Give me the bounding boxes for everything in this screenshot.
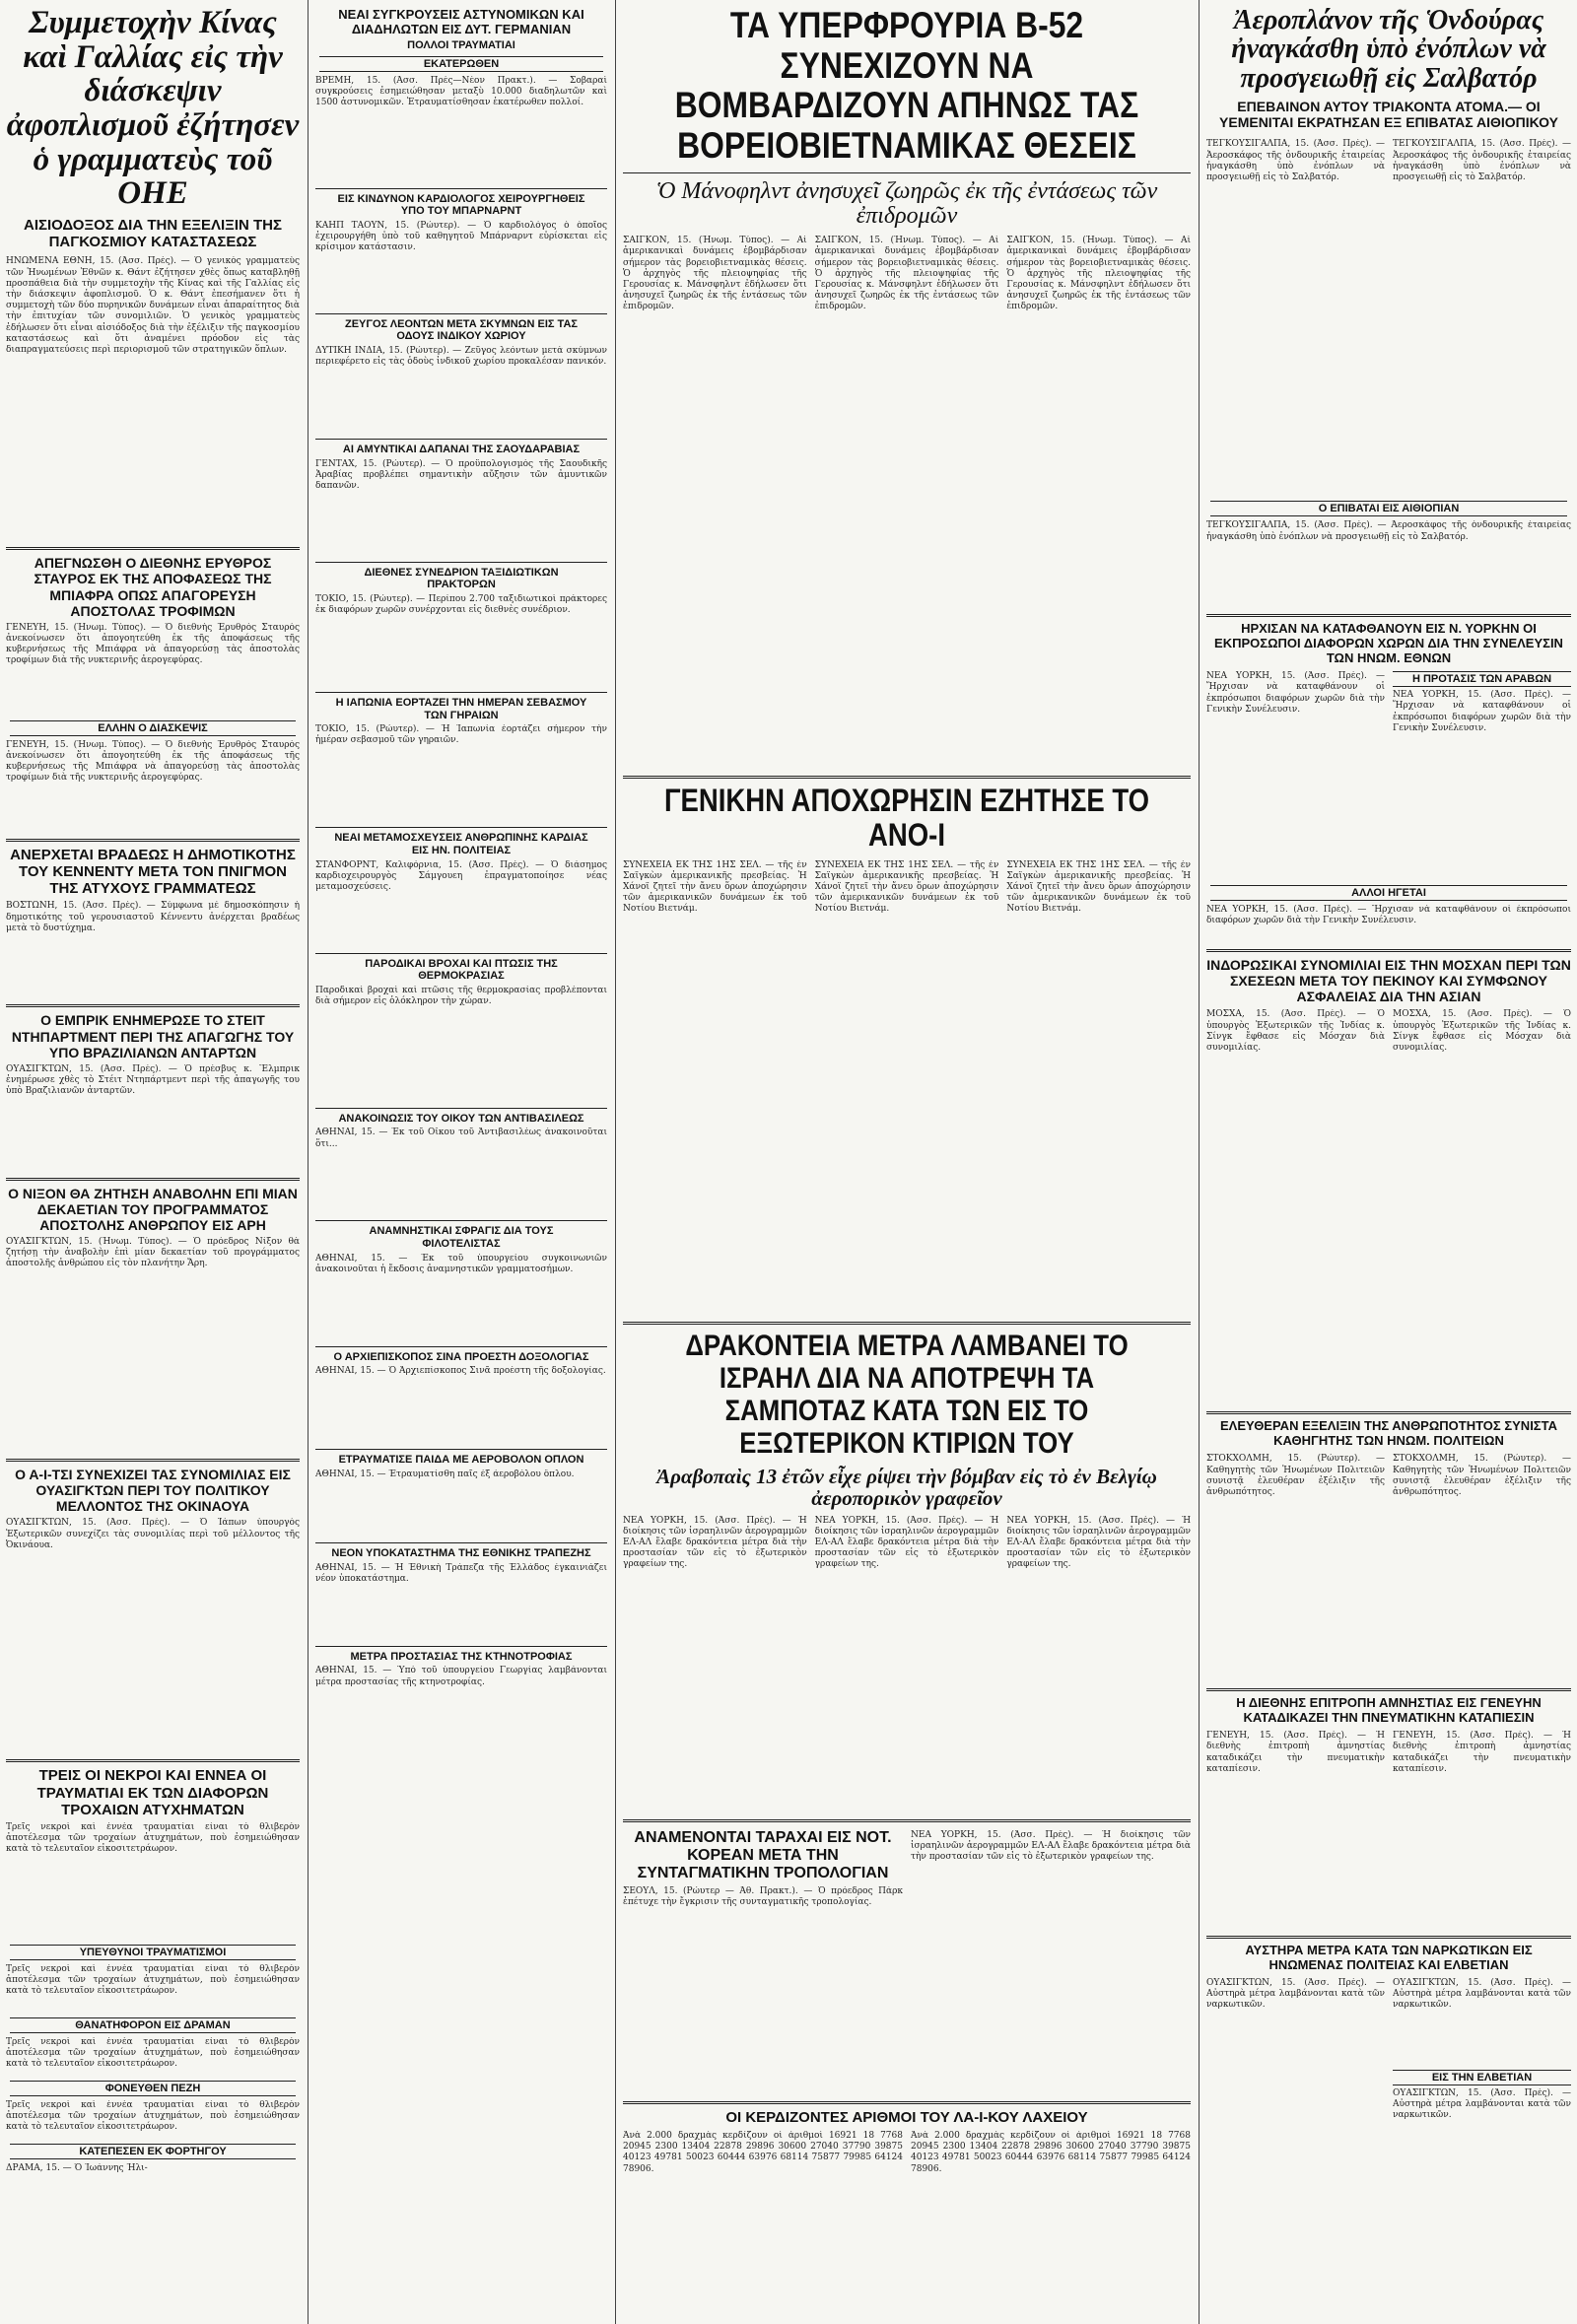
article-body: ΑΘΗΝΑΙ, 15. — Ἐτραυματίσθη παῖς ἐξ ἀεροβόλου ὅπλου. <box>315 1470 575 1480</box>
headline-heart-transplants: ΝΕΑΙ ΜΕΤΑΜΟΣΧΕΥΣΕΙΣ ΑΝΘΡΩΠΙΝΗΣ ΚΑΡΔΙΑΣ ΕΙΣ ΗΝ. ΠΟΛΙΤΕΙΑΣ <box>334 832 588 856</box>
headline-japan-elders: Η ΙΑΠΩΝΙΑ ΕΟΡΤΑΖΕΙ ΤΗΝ ΗΜΕΡΑΝ ΣΕΒΑΣΜΟΥ ΤΩΝ ΓΗΡΑΙΩΝ <box>335 697 587 721</box>
article-body: ΤΟΚΙΟ, 15. (Ρώυτερ). — Περίπου 2.700 ταξιδιωτικοὶ πράκτορες ἐκ διαφόρων χωρῶν συνέρχονται εἰς διεθνὲς συνέδριον. <box>315 594 607 616</box>
article-body: ΝΕΑ ΥΟΡΚΗ, 15. (Ἀσσ. Πρές). — Ἡ διοίκησις τῶν ἰσραηλινῶν ἀερογραμμῶν ΕΛ-ΑΛ ἔλαβε δρακόντεια μέτρα διὰ τὴν προστασίαν τῶν εἰς τὸ ἐξωτερικὸν γραφείων της. <box>623 1515 807 1570</box>
article-body: ΝΕΑ ΥΟΡΚΗ, 15. (Ἀσσ. Πρές). — Ἤρχισαν νὰ καταφθάνουν οἱ ἐκπρόσωποι διαφόρων χωρῶν διὰ τὴν Γενικὴν Συνέλευσιν. <box>1206 905 1571 926</box>
article-body: ΝΕΑ ΥΟΡΚΗ, 15. (Ἀσσ. Πρές). — Ἡ διοίκησις τῶν ἰσραηλινῶν ἀερογραμμῶν ΕΛ-ΑΛ ἔλαβε δρακόντεια μέτρα διὰ τὴν προστασίαν τῶν εἰς τὸ ἐξωτερικὸν γραφείων της. <box>911 1829 1191 1862</box>
headline-hanoi: ΓΕΝΙΚΗΝ ΑΠΟΧΩΡΗΣΙΝ ΕΖΗΤΗΣΕ ΤΟ ΑΝΟ-Ι <box>663 783 1150 854</box>
headline-korea: ΑΝΑΜΕΝΟΝΤΑΙ ΤΑΡΑΧΑΙ ΕΙΣ ΝΟΤ. ΚΟΡΕΑΝ ΜΕΤΑ ΤΗΝ ΣΥΝΤΑΓΜΑΤΙΚΗΝ ΤΡΟΠΟΛΟΓΙΑΝ <box>634 1828 892 1882</box>
article-body: Τρεῖς νεκροὶ καὶ ἐννέα τραυματίαι εἶναι τὸ θλιβερὸν ἀποτέλεσμα τῶν τροχαίων ἀτυχημάτων, ποὺ ἐσημειώθησαν κατὰ τὸ τελευταῖον εἰκοσιτετράωρον. <box>6 2100 300 2133</box>
section-label: ΕΛΛΗΝ Ο ΔΙΑΣΚΕΨΙΣ <box>10 720 296 736</box>
article-tail: ΔΡΑΜΑ, 15. — Ὁ Ἰωάννης Ἠλι- <box>6 2163 148 2174</box>
headline-livestock: ΜΕΤΡΑ ΠΡΟΣΤΑΣΙΑΣ ΤΗΣ ΚΤΗΝΟΤΡΟΦΙΑΣ <box>350 1650 573 1663</box>
article-body: ΓΕΝΕΥΗ, 15. (Ἠνωμ. Τύπος). — Ὁ διεθνὴς Ἐρυθρὸς Σταυρὸς ἀνεκοίνωσεν ὅτι ἀπογοητεύθη ἐκ τῆς ἀποφάσεως τῆς κυβερνήσεως τῆς Μπιάφρα νὰ ἀπαγορεύσῃ τὰς ἀποστολὰς τροφίμων διὰ τῆς νυκτερινῆς ἀερογεφύρας. <box>6 739 300 784</box>
article-body: ΣΤΟΚΧΟΛΜΗ, 15. (Ρώυτερ). — Καθηγητὴς τῶν Ἡνωμένων Πολιτειῶν συνιστᾷ ἐλευθέραν ἐξέλιξιν τῆς ἀνθρωπότητος. <box>1393 1454 1571 1497</box>
headline-kennedy: ΑΝΕΡΧΕΤΑΙ ΒΡΑΔΕΩΣ Η ΔΗΜΟΤΙΚΟΤΗΣ ΤΟΥ ΚΕΝΝΕΝΤΥ ΜΕΤΑ ΤΟΝ ΠΝΙΓΜΟΝ ΤΗΣ ΑΤΥΧΟΥΣ ΓΡΑΜΜΑΤΕΩΣ <box>10 846 296 898</box>
headline-b52: ΤΑ ΥΠΕΡΦΡΟΥΡΙΑ Β-52 ΣΥΝΕΧΙΖΟΥΝ ΝΑ ΒΟΜΒΑΡΔΙΖΟΥΝ ΑΠΗΝΩΣ ΤΑΣ ΒΟΡΕΙΟΒΙΕΤΝΑΜΙΚΑΣ ΘΕΣΕΙΣ <box>674 5 1139 167</box>
article-body: ΣΤΑΝΦΟΡΝΤ, Καλιφόρνια, 15. (Ἀσσ. Πρές). — Ὁ διάσημος καρδιοχειρουργὸς Σάμγουεη ἐπραγματοποίησε νέας μεταμοσχεύσεις. <box>315 859 607 892</box>
section-label: Η ΠΡΟΤΑΣΙΣ ΤΩΝ ΑΡΑΒΩΝ <box>1393 671 1571 687</box>
article-body: ΓΕΝΤΑΧ, 15. (Ρώυτερ). — Ὁ προϋπολογισμὸς τῆς Σαουδικῆς Ἀραβίας προβλέπει σημαντικὴν αὔξησιν τῶν ἀμυντικῶν δαπανῶν. <box>315 458 607 492</box>
article-body: ΤΕΓΚΟΥΣΙΓΑΛΠΑ, 15. (Ἀσσ. Πρές). — Ἀεροσκάφος τῆς ὀνδουρικῆς ἑταιρείας ἠναγκάσθη ὑπὸ ἐνόπλων νὰ προσγειωθῇ εἰς τὸ Σαλβατόρ. <box>1206 139 1385 182</box>
article-body: ΒΟΣΤΩΝΗ, 15. (Ἀσσ. Πρές). — Σύμφωνα μὲ δημοσκόπησιν ἡ δημοτικότης τοῦ γερουσιαστοῦ Κέννεντυ ἀνέρχεται βραδέως μετὰ τὸ δυστύχημα. <box>6 901 300 933</box>
article-body: ΓΕΝΕΥΗ, 15. (Ἀσσ. Πρές). — Ἡ διεθνὴς ἐπιτροπὴ ἀμνηστίας καταδικάζει τὴν πνευματικὴν καταπίεσιν. <box>1393 1731 1571 1774</box>
article-body: ΟΥΑΣΙΓΚΤΩΝ, 15. (Ἀσσ. Πρές). — Ὁ πρέσβυς κ. Ἔλμπρικ ἐνημέρωσε χθὲς τὸ Στέιτ Ντηπάρτμεντ περὶ τῆς ἀπαγωγῆς του ὑπὸ Βραζιλιανῶν ἀνταρτῶν. <box>6 1063 300 1097</box>
lottery-numbers: Ἀνὰ 2.000 δραχμὰς κερδίζουν οἱ ἀριθμοὶ 16921 18 7768 20945 2300 13404 22878 29896 30600 27040 37790 39875 40123 49781 50023 60444 63976 68114 75877 79985 64124 78906. <box>623 2131 903 2174</box>
headline-lottery: ΟΙ ΚΕΡΔΙΖΟΝΤΕΣ ΑΡΙΘΜΟΙ ΤΟΥ ΛΑ-Ι-ΚΟΥ ΛΑΧΕΙΟΥ <box>725 2108 1088 2126</box>
article-body: ΟΥΑΣΙΓΚΤΩΝ, 15. (Ἠνωμ. Τύπος). — Ὁ πρόεδρος Νίξον θὰ ζητήσῃ τὴν ἀναβολὴν ἐπὶ μίαν δεκαετίαν τοῦ προγράμματος ἀποστολῆς ἀνθρώπου εἰς τὸν πλανήτην Ἄρη. <box>6 1237 300 1269</box>
article-body: ΝΕΑ ΥΟΡΚΗ, 15. (Ἀσσ. Πρές). — Ἡ διοίκησις τῶν ἰσραηλινῶν ἀερογραμμῶν ΕΛ-ΑΛ ἔλαβε δρακόντεια μέτρα διὰ τὴν προστασίαν τῶν εἰς τὸ ἐξωτερικὸν γραφείων της. <box>814 1515 999 1570</box>
subhead-thirty-passengers: ΕΠΕΒΑΙΝΟΝ ΑΥΤΟΥ ΤΡΙΑΚΟΝΤΑ ΑΤΟΜΑ.— ΟΙ ΥΕΜΕΝΙΤΑΙ ΕΚΡΑΤΗΣΑΝ ΕΞ ΕΠΙΒΑΤΑΣ ΑΙΘΙΟΠΙΚΟΥ <box>1219 99 1558 131</box>
subhead-optimism: ΑΙΣΙΟΔΟΞΟΣ ΔΙΑ ΤΗΝ ΕΞΕΛΙΞΙΝ ΤΗΣ ΠΑΓΚΟΣΜΙΟΥ ΚΑΤΑΣΤΑΣΕΩΣ <box>23 216 282 251</box>
section-label: ΕΙΣ ΤΗΝ ΕΛΒΕΤΙΑΝ <box>1393 2070 1571 2085</box>
article-body: ΣΥΝΕΧΕΙΑ ΕΚ ΤΗΣ 1ΗΣ ΣΕΛ. — τῆς ἐν Σαϊγκὼν ἀμερικανικῆς πρεσβείας. Ἡ Χάνοϊ ζητεῖ τὴν ἄνευ ὅρων ἀποχώρησιν τῶν ἀμερικανικῶν δυνάμεων ἐκ τοῦ Νοτίου Βιετνάμ. <box>623 859 807 915</box>
headline-amnesty: Η ΔΙΕΘΝΗΣ ΕΠΙΤΡΟΠΗ ΑΜΝΗΣΤΙΑΣ ΕΙΣ ΓΕΝΕΥΗΝ ΚΑΤΑΔΙΚΑΖΕΙ ΤΗΝ ΠΝΕΥΜΑΤΙΚΗΝ ΚΑΤΑΠΙΕΣΙΝ <box>1236 1695 1542 1726</box>
article-body: ΑΘΗΝΑΙ, 15. — Ἐκ τοῦ Οἴκου τοῦ Ἀντιβασιλέως ἀνακοινοῦται ὅτι... <box>315 1128 607 1149</box>
article-body: ΣΤΟΚΧΟΛΜΗ, 15. (Ρώυτερ). — Καθηγητὴς τῶν Ἡνωμένων Πολιτειῶν συνιστᾷ ἐλευθέραν ἐξέλιξιν τῆς ἀνθρωπότητος. <box>1206 1454 1385 1497</box>
headline-israel: ΔΡΑΚΟΝΤΕΙΑ ΜΕΤΡΑ ΛΑΜΒΑΝΕΙ ΤΟ ΙΣΡΑΗΛ ΔΙΑ ΝΑ ΑΠΟΤΡΕΨΗ ΤΑ ΣΑΜΠΟΤΑΖ ΚΑΤΑ ΤΩΝ ΕΙΣ ΤΟ ΕΞΩΤΕΡΙΚΟΝ ΚΤΙΡΙΩΝ ΤΟΥ <box>685 1329 1129 1460</box>
section-label: ΚΑΤΕΠΕΣΕΝ ΕΚ ΦΟΡΤΗΓΟΥ <box>10 2144 296 2159</box>
headline-germany-clashes: ΝΕΑΙ ΣΥΓΚΡΟΥΣΕΙΣ ΑΣΤΥΝΟΜΙΚΩΝ ΚΑΙ ΔΙΑΔΗΛΩΤΩΝ ΕΙΣ ΔΥΤ. ΓΕΡΜΑΝΙΑΝ <box>338 7 584 36</box>
section-label: ΑΛΛΟΙ ΗΓΕΤΑΙ <box>1210 885 1567 901</box>
headline-elbrick: Ο ΕΜΠΡΙΚ ΕΝΗΜΕΡΩΣΕ ΤΟ ΣΤΕΙΤ ΝΤΗΠΑΡΤΜΕΝΤ ΠΕΡΙ ΤΗΣ ΑΠΑΓΩΓΗΣ ΤΟΥ ΥΠΟ ΒΡΑΖΙΛΙΑΝΩΝ ΑΝΤΑΡΤΩΝ <box>11 1012 295 1060</box>
article-body: ΣΥΝΕΧΕΙΑ ΕΚ ΤΗΣ 1ΗΣ ΣΕΛ. — τῆς ἐν Σαϊγκὼν ἀμερικανικῆς πρεσβείας. Ἡ Χάνοϊ ζητεῖ τὴν ἄνευ ὅρων ἀποχώρησιν τῶν ἀμερικανικῶν δυνάμεων ἐκ τοῦ Νοτίου Βιετνάμ. <box>814 859 999 915</box>
section-label: ΦΟΝΕΥΘΕΝ ΠΕΖΗ <box>10 2081 296 2096</box>
article-body: ΝΕΑ ΥΟΡΚΗ, 15. (Ἀσσ. Πρές). — Ἤρχισαν νὰ καταφθάνουν οἱ ἐκπρόσωποι διαφόρων χωρῶν διὰ τὴν Γενικὴν Συνέλευσιν. <box>1393 690 1571 733</box>
article-body: ΣΑΙΓΚΟΝ, 15. (Ἠνωμ. Τύπος). — Αἱ ἀμερικανικαὶ δυνάμεις ἐβομβάρδισαν σήμερον τὰς βορειοβιετναμικὰς θέσεις. Ὁ ἀρχηγὸς τῆς πλειοψηφίας τῆς Γερουσίας κ. Μάνσφηλντ ἐδήλωσεν ὅτι ἀνησυχεῖ ζωηρῶς ἐκ τῆς ἐντάσεως τῶν ἐπιδρομῶν. <box>814 236 999 312</box>
headline-stamps: ΑΝΑΜΝΗΣΤΙΚΑΙ ΣΦΡΑΓΙΣ ΔΙΑ ΤΟΥΣ ΦΙΛΟΤΕΛΙΣΤΑΣ <box>369 1225 554 1251</box>
article-body: Τρεῖς νεκροὶ καὶ ἐννέα τραυματίαι εἶναι τὸ θλιβερὸν ἀποτέλεσμα τῶν τροχαίων ἀτυχημάτων, ποὺ ἐσημειώθησαν κατὰ τὸ τελευταῖον εἰκοσιτετράωρον. <box>6 1822 300 1855</box>
headline-travel-agents: ΔΙΕΘΝΕΣ ΣΥΝΕΔΡΙΟΝ ΤΑΞΙΔΙΩΤΙΚΩΝ ΠΡΑΚΤΟΡΩΝ <box>364 566 559 591</box>
article-body: ΚΑΗΠ ΤΑΟΥΝ, 15. (Ρώυτερ). — Ὁ καρδιολόγος ὁ ὁποῖος ἐχειρουργήθη ὑπὸ τοῦ καθηγητοῦ Μπάρναρντ εὑρίσκεται εἰς κρίσιμον κατάστασιν. <box>315 220 607 253</box>
headline-air-gun: ΕΤΡΑΥΜΑΤΙΣΕ ΠΑΙΔΑ ΜΕ ΑΕΡΟΒΟΛΟΝ ΟΠΛΟΝ <box>338 1454 584 1467</box>
section-label: ΕΚΑΤΕΡΩΘΕΝ <box>319 56 603 72</box>
article-body: ΤΟΚΙΟ, 15. (Ρώυτερ). — Ἡ Ἰαπωνία ἑορτάζει σήμερον τὴν ἡμέραν σεβασμοῦ τῶν γηραιῶν. <box>315 724 607 746</box>
article-body: Παροδικαὶ βροχαὶ καὶ πτῶσις τῆς θερμοκρασίας προβλέπονται διὰ σήμερον εἰς ὁλόκληρον τὴν χώραν. <box>315 985 607 1007</box>
article-body: ΓΕΝΕΥΗ, 15. (Ἠνωμ. Τύπος). — Ὁ διεθνὴς Ἐρυθρὸς Σταυρὸς ἀνεκοίνωσεν ὅτι ἀπογοητεύθη ἐκ τῆς ἀποφάσεως τῆς κυβερνήσεως τῆς Μπιάφρα νὰ ἀπαγορεύσῃ τὰς ἀποστολὰς τροφίμων διὰ τῆς νυκτερινῆς ἀερογεφύρας. <box>6 622 300 666</box>
article-body: ΝΕΑ ΥΟΡΚΗ, 15. (Ἀσσ. Πρές). — Ἤρχισαν νὰ καταφθάνουν οἱ ἐκπρόσωποι διαφόρων χωρῶν διὰ τὴν Γενικὴν Συνέλευσιν. <box>1206 671 1385 715</box>
column-rule <box>615 0 616 2324</box>
article-body: ΝΕΑ ΥΟΡΚΗ, 15. (Ἀσσ. Πρές). — Ἡ διοίκησις τῶν ἰσραηλινῶν ἀερογραμμῶν ΕΛ-ΑΛ ἔλαβε δρακόντεια μέτρα διὰ τὴν προστασίαν τῶν εἰς τὸ ἐξωτερικὸν γραφείων της. <box>1006 1515 1192 1570</box>
article-body: ΟΥΑΣΙΓΚΤΩΝ, 15. (Ἀσσ. Πρές). — Αὐστηρὰ μέτρα λαμβάνονται κατὰ τῶν ναρκωτικῶν. <box>1393 1978 1571 2011</box>
column-rule <box>308 0 309 2324</box>
headline-accidents: ΤΡΕΙΣ ΟΙ ΝΕΚΡΟΙ ΚΑΙ ΕΝΝΕΑ ΟΙ ΤΡΑΥΜΑΤΙΑΙ ΕΚ ΤΩΝ ΔΙΑΦΟΡΩΝ ΤΡΟΧΑΙΩΝ ΑΤΥΧΗΜΑΤΩΝ <box>36 1767 269 1818</box>
column-rule <box>1199 0 1200 2324</box>
article-body: ΣΑΙΓΚΟΝ, 15. (Ἠνωμ. Τύπος). — Αἱ ἀμερικανικαὶ δυνάμεις ἐβομβάρδισαν σήμερον τὰς βορειοβιετναμικὰς θέσεις. Ὁ ἀρχηγὸς τῆς πλειοψηφίας τῆς Γερουσίας κ. Μάνσφηλντ ἐδήλωσεν ὅτι ἀνησυχεῖ ζωηρῶς ἐκ τῆς ἐντάσεως τῶν ἐπιδρομῶν. <box>623 236 807 312</box>
article-body: ΑΘΗΝΑΙ, 15. — Ὑπὸ τοῦ ὑπουργείου Γεωργίας λαμβάνονται μέτρα προστασίας τῆς κτηνοτροφίας. <box>315 1666 607 1687</box>
headline-barnard: ΕΙΣ ΚΙΝΔΥΝΟΝ ΚΑΡΔΙΟΛΟΓΟΣ ΧΕΙΡΟΥΡΓΗΘΕΙΣ ΥΠΟ ΤΟΥ ΜΠΑΡΝΑΡΝΤ <box>337 192 585 218</box>
article-body: ΣΑΙΓΚΟΝ, 15. (Ἠνωμ. Τύπος). — Αἱ ἀμερικανικαὶ δυνάμεις ἐβομβάρδισαν σήμερον τὰς βορειοβιετναμικὰς θέσεις. Ὁ ἀρχηγὸς τῆς πλειοψηφίας τῆς Γερουσίας κ. Μάνσφηλντ ἐδήλωσεν ὅτι ἀνησυχεῖ ζωηρῶς ἐκ τῆς ἐντάσεως τῶν ἐπιδρομῶν. <box>1006 236 1192 312</box>
headline-humanity: ΕΛΕΥΘΕΡΑΝ ΕΞΕΛΙΞΙΝ ΤΗΣ ΑΝΘΡΩΠΟΤΗΤΟΣ ΣΥΝΙΣΤΑ ΚΑΘΗΓΗΤΗΣ ΤΩΝ ΗΝΩΜ. ΠΟΛΙΤΕΙΩΝ <box>1220 1418 1557 1449</box>
section-label: ΥΠΕΥΘΥΝΟΙ ΤΡΑΥΜΑΤΙΣΜΟΙ <box>10 1945 296 1960</box>
article-body: ΜΟΣΧΑ, 15. (Ἀσσ. Πρές). — Ὁ ὑπουργὸς Ἐξωτερικῶν τῆς Ἰνδίας κ. Σίνγκ ἔφθασε εἰς Μόσχαν διὰ συνομιλίας. <box>1206 1009 1385 1054</box>
headline-sinai: Ο ΑΡΧΙΕΠΙΣΚΟΠΟΣ ΣΙΝΑ ΠΡΟΕΣΤΗ ΔΟΞΟΛΟΓΙΑΣ <box>333 1350 589 1363</box>
headline-national-bank: ΝΕΟΝ ΥΠΟΚΑΤΑΣΤΗΜΑ ΤΗΣ ΕΘΝΙΚΗΣ ΤΡΑΠΕΖΗΣ <box>331 1547 591 1560</box>
article-body: Τρεῖς νεκροὶ καὶ ἐννέα τραυματίαι εἶναι τὸ θλιβερὸν ἀποτέλεσμα τῶν τροχαίων ἀτυχημάτων, ποὺ ἐσημειώθησαν κατὰ τὸ τελευταῖον εἰκοσιτετράωρον. <box>6 2037 300 2070</box>
article-body: ΤΕΓΚΟΥΣΙΓΑΛΠΑ, 15. (Ἀσσ. Πρές). — Ἀεροσκάφος τῆς ὀνδουρικῆς ἑταιρείας ἠναγκάσθη ὑπὸ ἐνόπλων νὰ προσγειωθῇ εἰς τὸ Σαλβατόρ. <box>1393 139 1571 182</box>
article-body: ΟΥΑΣΙΓΚΤΩΝ, 15. (Ἀσσ. Πρές). — Αὐστηρὰ μέτρα λαμβάνονται κατὰ τῶν ναρκωτικῶν. <box>1393 2088 1571 2121</box>
article-body: ΣΕΟΥΛ, 15. (Ρώυτερ — Ἀθ. Πρακτ.). — Ὁ πρόεδρος Πάρκ ἐπέτυχε τὴν ἔγκρισιν τῆς συνταγματικῆς τροπολογίας. <box>623 1885 903 1907</box>
headline-un-delegates: ΗΡΧΙΣΑΝ ΝΑ ΚΑΤΑΦΘΑΝΟΥΝ ΕΙΣ Ν. ΥΟΡΚΗΝ ΟΙ ΕΚΠΡΟΣΩΠΟΙ ΔΙΑΦΟΡΩΝ ΧΩΡΩΝ ΔΙΑ ΤΗΝ ΣΥΝΕΛΕΥΣΙΝ ΤΩΝ ΗΝΩΜ. ΕΘΝΩΝ <box>1214 621 1563 666</box>
headline-narcotics: ΑΥΣΤΗΡΑ ΜΕΤΡΑ ΚΑΤΑ ΤΩΝ ΝΑΡΚΩΤΙΚΩΝ ΕΙΣ ΗΝΩΜΕΝΑΣ ΠΟΛΙΤΕΙΑΣ ΚΑΙ ΕΛΒΕΤΙΑΝ <box>1245 1943 1533 1973</box>
article-body: Τρεῖς νεκροὶ καὶ ἐννέα τραυματίαι εἶναι τὸ θλιβερὸν ἀποτέλεσμα τῶν τροχαίων ἀτυχημάτων, ποὺ ἐσημειώθησαν κατὰ τὸ τελευταῖον εἰκοσιτετράωρον. <box>6 1964 300 1997</box>
article-body: ΒΡΕΜΗ, 15. (Ἀσσ. Πρές—Νέον Πρακτ.). — Σοβαραὶ συγκρούσεις ἐσημειώθησαν μεταξὺ 10.000 διαδηλωτῶν καὶ 1500 ἀστυνομικῶν. Ἐτραυματίσθησαν ἑκατέρωθεν πολλοί. <box>315 75 607 107</box>
headline-honduras: Ἀεροπλάνον τῆς Ὁνδούρας ἠναγκάσθη ὑπὸ ἐνόπλων νὰ προσγειωθῇ εἰς Σαλβατόρ <box>1231 5 1546 94</box>
article-body: ΑΘΗΝΑΙ, 15. — Ἡ Ἐθνικὴ Τράπεζα τῆς Ἑλλάδος ἐγκαινιάζει νέον ὑποκατάστημα. <box>315 1562 607 1584</box>
section-label: ΘΑΝΑΤΗΦΟΡΟΝ ΕΙΣ ΔΡΑΜΑΝ <box>10 2017 296 2033</box>
headline-regent-house: ΑΝΑΚΟΙΝΩΣΙΣ ΤΟΥ ΟΙΚΟΥ ΤΩΝ ΑΝΤΙΒΑΣΙΛΕΩΣ <box>338 1112 584 1125</box>
article-body: ΑΘΗΝΑΙ, 15. — Ἐκ τοῦ ὑπουργείου συγκοινωνιῶν ἀνακοινοῦται ἡ ἔκδοσις ἀναμνηστικῶν γραμματοσήμων. <box>315 1253 607 1274</box>
article-body: ΑΘΗΝΑΙ, 15. — Ὁ Ἀρχιεπίσκοπος Σινᾶ προέστη τῆς δοξολογίας. <box>315 1366 606 1377</box>
lottery-numbers: Ἀνὰ 2.000 δραχμὰς κερδίζουν οἱ ἀριθμοὶ 16921 18 7768 20945 2300 13404 22878 29896 30600 27040 37790 39875 40123 49781 50023 60444 63976 68114 75877 79985 64124 78906. <box>911 2131 1191 2174</box>
article-body: ΤΕΓΚΟΥΣΙΓΑΛΠΑ, 15. (Ἀσσ. Πρές). — Ἀεροσκάφος τῆς ὀνδουρικῆς ἑταιρείας ἠναγκάσθη ὑπὸ ἐνόπλων νὰ προσγειωθῇ εἰς τὸ Σαλβατόρ. <box>1206 520 1571 542</box>
column-center <box>617 0 1197 2324</box>
headline-weather: ΠΑΡΟΔΙΚΑΙ ΒΡΟΧΑΙ ΚΑΙ ΠΤΩΣΙΣ ΤΗΣ ΘΕΡΜΟΚΡΑΣΙΑΣ <box>365 957 558 983</box>
headline-china-france: Συμμετοχὴν Κίνας καὶ Γαλλίας εἰς τὴν διάσκεψιν ἀφοπλισμοῦ ἐζήτησεν ὁ γραμματεὺς τοῦ ΟΗΕ <box>6 5 300 212</box>
article-body: ΓΕΝΕΥΗ, 15. (Ἀσσ. Πρές). — Ἡ διεθνὴς ἐπιτροπὴ ἀμνηστίας καταδικάζει τὴν πνευματικὴν καταπίεσιν. <box>1206 1731 1385 1774</box>
headline-nixon-mars: Ο ΝΙΞΟΝ ΘΑ ΖΗΤΗΣΗ ΑΝΑΒΟΛΗΝ ΕΠΙ ΜΙΑΝ ΔΕΚΑΕΤΙΑΝ ΤΟΥ ΠΡΟΓΡΑΜΜΑΤΟΣ ΑΠΟΣΤΟΛΗΣ ΑΝΘΡΩΠΟΥ ΕΙΣ ΑΡΗ <box>8 1185 298 1233</box>
subhead: ΠΟΛΛΟΙ ΤΡΑΥΜΑΤΙΑΙ <box>407 38 515 51</box>
subhead-bomb: Ἀραβοπαὶς 13 ἐτῶν εἶχε ρίψει τὴν βόμβαν εἰς τὸ ἐν Βελγίῳ ἀεροπορικὸν γραφεῖον <box>656 1464 1157 1510</box>
article-body: ΗΝΩΜΕΝΑ ΕΘΝΗ, 15. (Ἀσσ. Πρές). — Ὁ γενικὸς γραμματεὺς τῶν Ἡνωμένων Ἐθνῶν κ. Θάντ ἐζήτησεν χθὲς ὅπως καταβληθῇ προσπάθεια διὰ τὴν συμμετοχὴν τῆς Κίνας καὶ τῆς Γαλλίας εἰς τὴν διάσκεψιν ἀφοπλισμοῦ. Ὁ κ. Θάντ ἐπεσήμανεν ὅτι ἡ συμμετοχὴ τῶν δύο πυρηνικῶν δυνάμεων εἶναι ἀπαραίτητος διὰ τὴν ἐπιτυχίαν τῶν συνομιλιῶν. Ὁ γενικὸς γραμματεὺς ἐδήλωσεν ὅτι εἶναι αἰσιόδοξος διὰ τὴν ἐξέλιξιν τῆς παγκοσμίου καταστάσεως καὶ ὅτι ἀναμένει πρόοδον εἰς τὰς διαπραγματεύσεις περὶ περιορισμοῦ τῶν στρατηγικῶν ὅπλων. <box>6 256 300 355</box>
article-body: ΣΥΝΕΧΕΙΑ ΕΚ ΤΗΣ 1ΗΣ ΣΕΛ. — τῆς ἐν Σαϊγκὼν ἀμερικανικῆς πρεσβείας. Ἡ Χάνοϊ ζητεῖ τὴν ἄνευ ὅρων ἀποχώρησιν τῶν ἀμερικανικῶν δυνάμεων ἐκ τοῦ Νοτίου Βιετνάμ. <box>1006 859 1192 915</box>
column-left <box>0 0 306 2324</box>
headline-okinawa: Ο Α-Ι-ΤΣΙ ΣΥΝΕΧΙΖΕΙ ΤΑΣ ΣΥΝΟΜΙΛΙΑΣ ΕΙΣ ΟΥΑΣΙΓΚΤΩΝ ΠΕΡΙ ΤΟΥ ΠΟΛΙΤΙΚΟΥ ΜΕΛΛΟΝΤΟΣ ΤΗΣ ΟΚΙΝΑΟΥΑ <box>15 1467 291 1515</box>
headline-lions: ΖΕΥΓΟΣ ΛΕΟΝΤΩΝ ΜΕΤΑ ΣΚΥΜΝΩΝ ΕΙΣ ΤΑΣ ΟΔΟΥΣ ΙΝΔΙΚΟΥ ΧΩΡΙΟΥ <box>344 317 579 343</box>
section-label: Ο ΕΠΙΒΑΤΑΙ ΕΙΣ ΑΙΘΙΟΠΙΑΝ <box>1210 501 1567 516</box>
headline-red-cross: ΑΠΕΓΝΩΣΘΗ Ο ΔΙΕΘΝΗΣ ΕΡΥΘΡΟΣ ΣΤΑΥΡΟΣ ΕΚ ΤΗΣ ΑΠΟΦΑΣΕΩΣ ΤΗΣ ΜΠΙΑΦΡΑ ΟΠΩΣ ΑΠΑΓΟΡΕΥΣΗ ΑΠΟΣΤΟΛΑΣ ΤΡΟΦΙΜΩΝ <box>34 555 272 619</box>
subhead-mansfield: Ὁ Μάνοφηλντ ἀνησυχεῖ ζωηρῶς ἐκ τῆς ἐντάσεως τῶν ἐπιδρομῶν <box>655 177 1158 229</box>
article-body: ΜΟΣΧΑ, 15. (Ἀσσ. Πρές). — Ὁ ὑπουργὸς Ἐξωτερικῶν τῆς Ἰνδίας κ. Σίνγκ ἔφθασε εἰς Μόσχαν διὰ συνομιλίας. <box>1393 1009 1571 1054</box>
column-right <box>1200 0 1577 2324</box>
article-body: ΔΥΤΙΚΗ ΙΝΔΙΑ, 15. (Ρώυτερ). — Ζεῦγος λεόντων μετὰ σκύμνων περιεφέρετο εἰς τὰς ὁδοὺς ἰνδικοῦ χωρίου προκαλέσαν πανικόν. <box>315 346 607 368</box>
headline-saudi-defense: ΑΙ ΑΜΥΝΤΙΚΑΙ ΔΑΠΑΝΑΙ ΤΗΣ ΣΑΟΥΔΑΡΑΒΙΑΣ <box>342 444 581 456</box>
column-second <box>309 0 613 2324</box>
article-body: ΟΥΑΣΙΓΚΤΩΝ, 15. (Ἀσσ. Πρές). — Ὁ Ἰάπων ὑπουργὸς Ἐξωτερικῶν συνεχίζει τὰς συνομιλίας περὶ τοῦ μέλλοντος τῆς Ὀκινάουα. <box>6 1518 300 1550</box>
headline-moscow-talks: ΙΝΔΟΡΩΣΙΚΑΙ ΣΥΝΟΜΙΛΙΑΙ ΕΙΣ ΤΗΝ ΜΟΣΧΑΝ ΠΕΡΙ ΤΩΝ ΣΧΕΣΕΩΝ ΜΕΤΑ ΤΟΥ ΠΕΚΙΝΟΥ ΚΑΙ ΣΥΜΦΩΝΟΥ ΑΣΦΑΛΕΙΑΣ ΔΙΑ ΤΗΝ ΑΣΙΑΝ <box>1206 957 1571 1005</box>
article-body: ΟΥΑΣΙΓΚΤΩΝ, 15. (Ἀσσ. Πρές). — Αὐστηρὰ μέτρα λαμβάνονται κατὰ τῶν ναρκωτικῶν. <box>1206 1978 1385 2011</box>
